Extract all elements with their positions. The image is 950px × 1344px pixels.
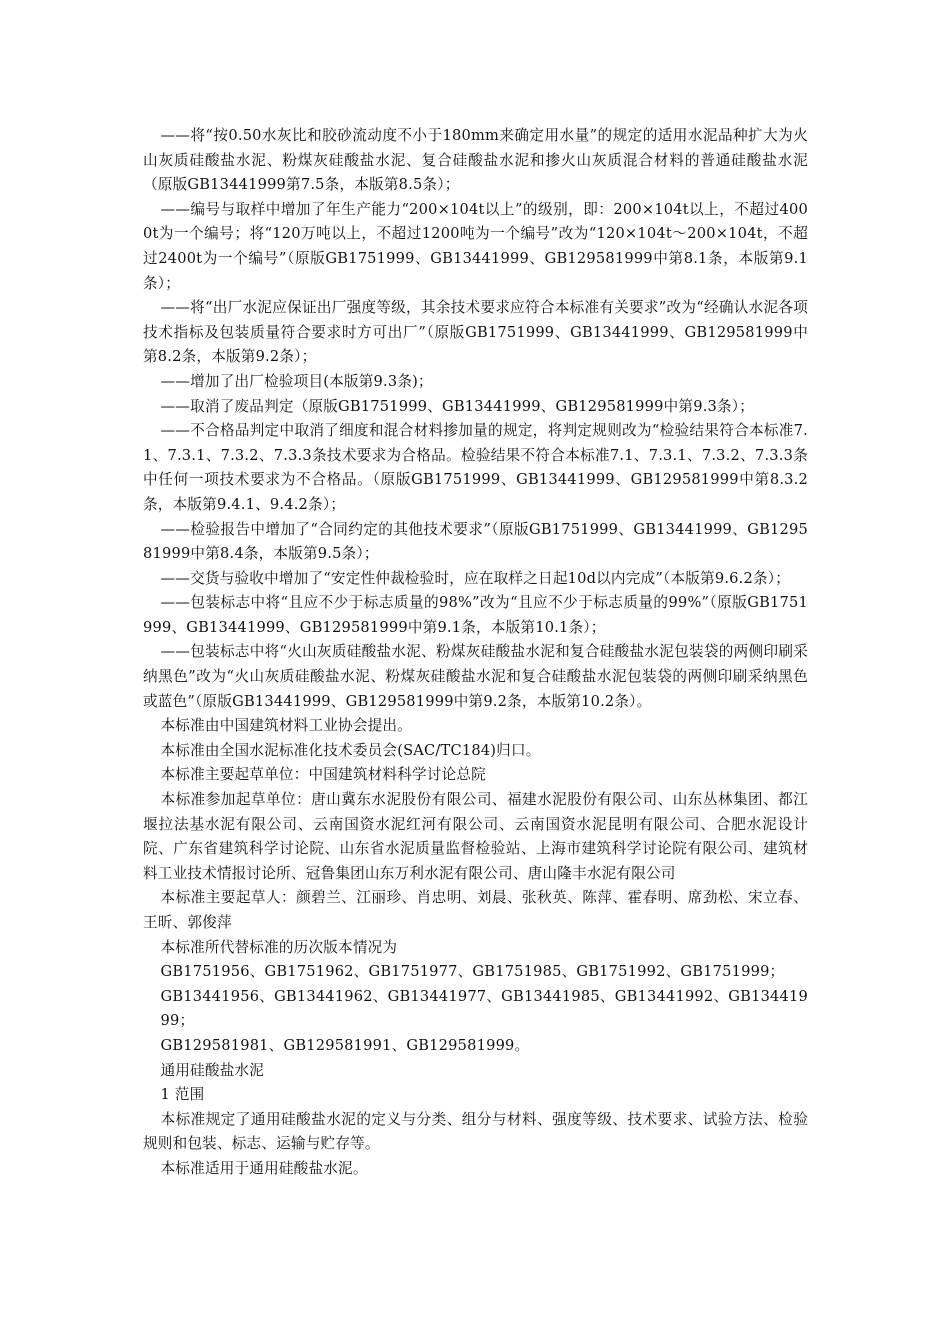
section-heading-scope: 1 范围	[160, 1086, 205, 1104]
paragraph-factory-inspection: ——增加了出厂检验项目(本版第9.3条)；	[160, 372, 433, 390]
paragraph-history-gb1344: GB13441956、GB13441962、GB13441977、GB13441985、GB13441992、GB13441999；	[160, 987, 808, 1030]
paragraph-factory-release: ——将“出厂水泥应保证出厂强度等级，其余技术要求应符合本标准有关要求”改为“经确认水泥各项技术指标及包装质量符合要求时方可出厂”（原版GB1751999、GB13441999、GB129581999中第8.2条，本版第9.2条）；	[143, 299, 808, 366]
paragraph-drafters: 本标准主要起草人：颜碧兰、江丽珍、肖忠明、刘晨、张秋英、陈萍、霍春明、席劲松、宋立春、王昕、郭俊萍	[143, 889, 808, 931]
paragraph-inspection-report: ——检验报告中增加了“合同约定的其他技术要求”（原版GB1751999、GB13441999、GB129581999中第8.4条，本版第9.5条）；	[143, 520, 808, 563]
paragraph-history-gb175: GB1751956、GB1751962、GB1751977、GB1751985、GB1751992、GB1751999；	[160, 963, 785, 981]
paragraph-waste-judgement: ——取消了废品判定（原版GB1751999、GB13441999、GB129581999中第9.3条）；	[160, 397, 755, 415]
paragraph-delivery-acceptance: ——交货与验收中增加了“安定性仲裁检验时，应在取样之日起10d以内完成”（本版第9.6.2条）；	[160, 569, 791, 587]
paragraph-water-ratio: ——将“按0.50水灰比和胶砂流动度不小于180mm来确定用水量”的规定的适用水泥品种扩大为火山灰质硅酸盐水泥、粉煤灰硅酸盐水泥、复合硅酸盐水泥和掺火山灰质混合材料的普通硅酸盐水泥（原版GB13441999第7.5条，本版第8.5条）；	[143, 127, 808, 194]
section-title: 通用硅酸盐水泥	[160, 1061, 265, 1079]
paragraph-nonconforming: ——不合格品判定中取消了细度和混合材料掺加量的规定，将判定规则改为“检验结果符合本标准7.1、7.3.1、7.3.2、7.3.3条技术要求为合格品。检验结果不符合本标准7.1、7.3.1、7.3.2、7.3.3条中任何一项技术要求为不合格品。（原版GB1751999、GB13441999、GB129581999中第8.3.2条，本版第9.4.1、9.4.2条）；	[143, 422, 808, 513]
paragraph-committee: 本标准由全国水泥标准化技术委员会(SAC/TC184)归口。	[160, 741, 541, 759]
paragraph-packaging-mass: ——包装标志中将“且应不少于标志质量的98%”改为“且应不少于标志质量的99%”（原版GB1751999、GB13441999、GB129581999中第9.1条，本版第10.1条）；	[143, 594, 808, 636]
paragraph-scope: 本标准规定了通用硅酸盐水泥的定义与分类、组分与材料、强度等级、技术要求、试验方法、检验规则和包装、标志、运输与贮存等。	[143, 1110, 808, 1153]
paragraph-packaging-color: ——包装标志中将“火山灰质硅酸盐水泥、粉煤灰硅酸盐水泥和复合硅酸盐水泥包装袋的两侧印刷采纳黑色”改为“火山灰质硅酸盐水泥、粉煤灰硅酸盐水泥和复合硅酸盐水泥包装袋的两侧印刷采纳黑色或蓝色”（原版GB13441999、GB129581999中第9.2条，本版第10.2条）。	[143, 643, 808, 710]
paragraph-proposer: 本标准由中国建筑材料工业协会提出。	[160, 717, 413, 735]
paragraph-history-gb12958: GB129581981、GB129581991、GB129581999。	[160, 1036, 530, 1054]
document-body	[143, 124, 808, 1182]
paragraph-history-intro: 本标准所代替标准的历次版本情况为	[160, 938, 398, 956]
paragraph-participants: 本标准参加起草单位：唐山冀东水泥股份有限公司、福建水泥股份有限公司、山东丛林集团、都江堰拉法基水泥有限公司、云南国资水泥红河有限公司、云南国资水泥昆明有限公司、合肥水泥设计院、广东省建筑科学讨论院、山东省水泥质量监督检验站、上海市建筑科学讨论院有限公司、建筑材料工业技术情报讨论所、冠鲁集团山东万利水泥有限公司、唐山隆丰水泥有限公司	[143, 791, 808, 882]
paragraph-numbering-sampling: ——编号与取样中增加了年生产能力“200×104t以上”的级别，即：200×104t以上，不超过4000t为一个编号；将“120万吨以上，不超过1200吨为一个编号”改为“120×104t～200×104t，不超过2400t为一个编号”（原版GB1751999、GB13441999、GB129581999中第8.1条，本版第9.1条）；	[143, 200, 808, 292]
paragraph-applicability: 本标准适用于通用硅酸盐水泥。	[160, 1159, 368, 1177]
paragraph-main-drafter: 本标准主要起草单位：中国建筑材料科学讨论总院	[160, 766, 486, 784]
